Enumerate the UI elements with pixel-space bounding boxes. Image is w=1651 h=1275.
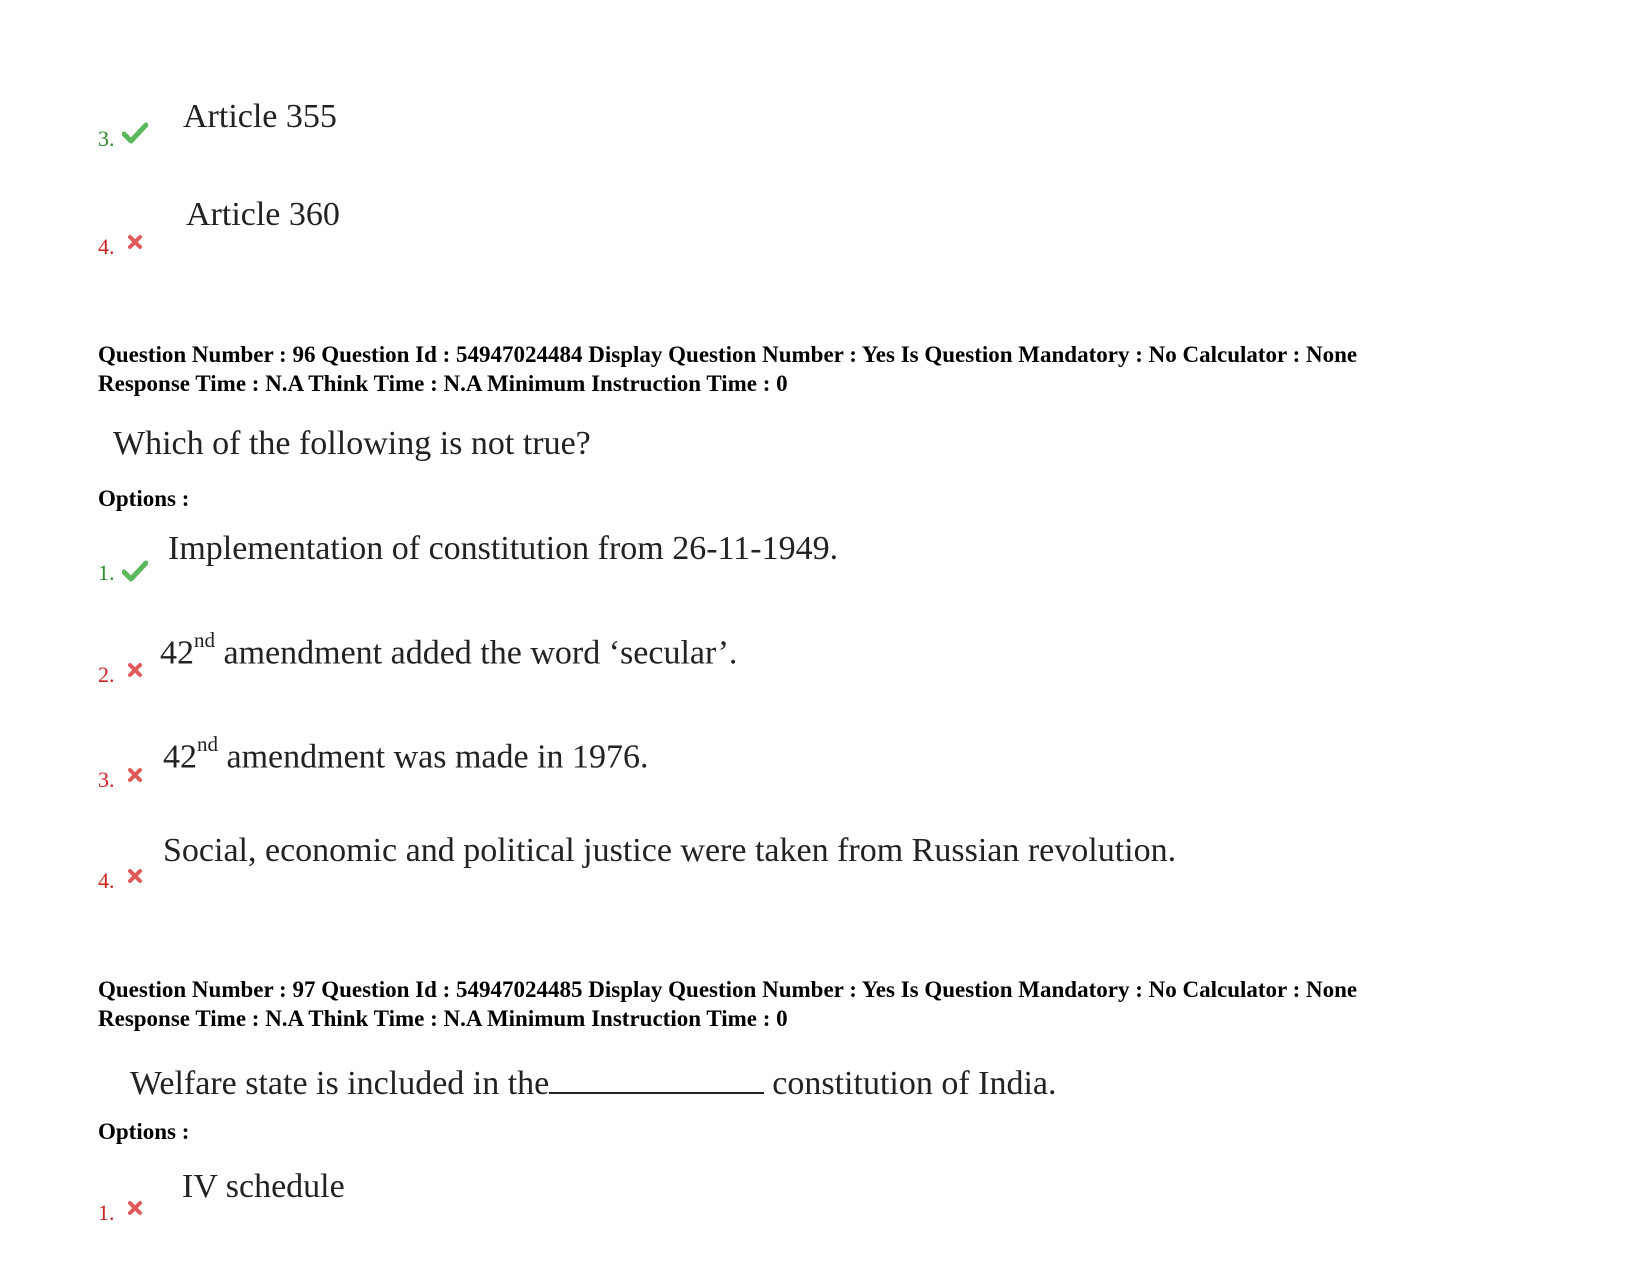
- question-text: Which of the following is not true?: [113, 425, 591, 462]
- question-meta-line1: Question Number : 96 Question Id : 54947024484 Display Question Number : Yes Is Question Mandatory : No Calculator : None: [98, 342, 1358, 367]
- question-meta-line2: Response Time : N.A Think Time : N.A Minimum Instruction Time : 0: [98, 1006, 788, 1031]
- ordinal-number: 42: [160, 634, 194, 672]
- cross-icon: [127, 234, 143, 250]
- check-icon: [122, 122, 148, 144]
- question-text-before: Welfare state is included in the: [130, 1065, 550, 1102]
- option-number: 3.: [98, 767, 115, 792]
- question-meta: [98, 975, 1357, 1033]
- options-label: Options :: [98, 486, 190, 511]
- option-row: [0, 100, 1651, 180]
- cross-icon: [127, 868, 143, 884]
- question-text-after: constitution of India.: [772, 1065, 1057, 1102]
- option-number: 1.: [98, 560, 115, 585]
- option-number: 1.: [98, 1200, 115, 1225]
- option-number: 4.: [98, 234, 115, 259]
- option-text: IV schedule: [182, 1168, 345, 1205]
- option-text: [160, 628, 738, 672]
- question-meta: [98, 340, 1357, 398]
- option-number: 2.: [98, 662, 115, 687]
- cross-icon: [127, 662, 143, 678]
- question-meta-line1: Question Number : 97 Question Id : 54947024485 Display Question Number : Yes Is Question Mandatory : No Calculator : None: [98, 977, 1358, 1002]
- question-text: [130, 1064, 1057, 1101]
- option-text: Implementation of constitution from 26-11-1949.: [168, 530, 839, 567]
- fill-in-blank: [549, 1064, 764, 1094]
- option-row: [0, 832, 1651, 912]
- option-text-rest: amendment was made in 1976.: [218, 738, 649, 776]
- option-text: Social, economic and political justice were taken from Russian revolution.: [163, 832, 1177, 869]
- option-row: [0, 1168, 1651, 1248]
- ordinal-number: 42: [163, 738, 197, 776]
- option-number: 3.: [98, 126, 115, 151]
- option-row: [0, 732, 1651, 815]
- option-number: 4.: [98, 868, 115, 893]
- option-row: [0, 196, 1651, 276]
- option-text: [163, 732, 649, 776]
- option-text-rest: amendment added the word ‘secular’.: [215, 634, 738, 672]
- cross-icon: [127, 1200, 143, 1216]
- options-label: Options :: [98, 1119, 190, 1144]
- option-row: [0, 630, 1651, 710]
- ordinal-suffix: nd: [194, 628, 215, 652]
- option-text: Article 360: [186, 196, 340, 233]
- ordinal-suffix: nd: [197, 732, 218, 756]
- cross-icon: [127, 767, 143, 783]
- option-row: [0, 530, 1651, 610]
- check-icon: [122, 560, 148, 582]
- option-text: Article 355: [183, 98, 337, 135]
- question-meta-line2: Response Time : N.A Think Time : N.A Minimum Instruction Time : 0: [98, 371, 788, 396]
